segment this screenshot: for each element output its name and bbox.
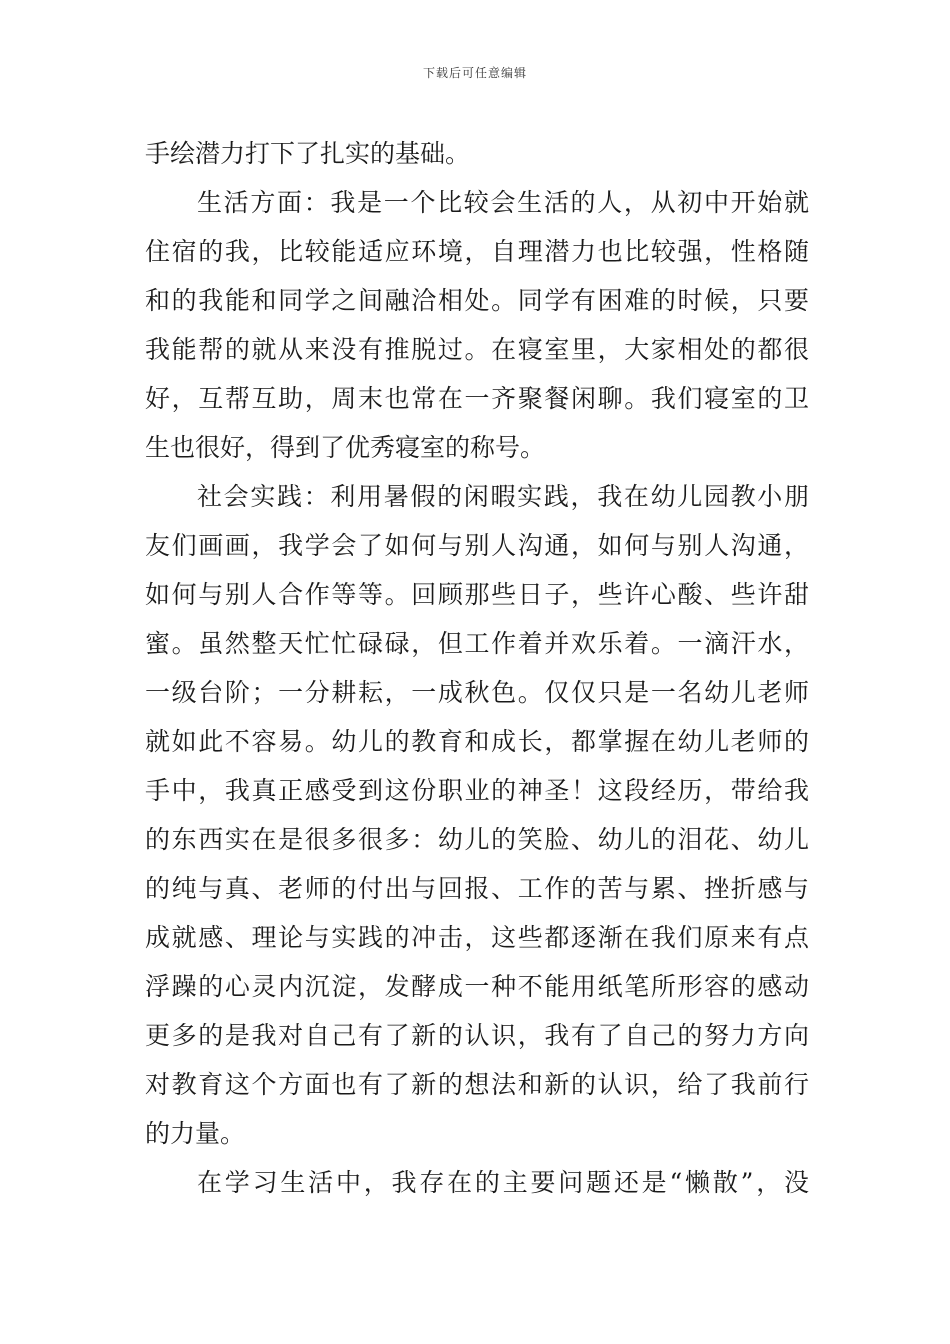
text-line: 如何与别人合作等等。回顾那些日子，些许心酸、些许甜	[145, 580, 809, 609]
text-line: 蜜。虽然整天忙忙碌碌，但工作着并欢乐着。一滴汗水，	[145, 629, 809, 658]
text-line: 对教育这个方面也有了新的想法和新的认识，给了我前行	[145, 1070, 809, 1099]
text-line: 生也很好，得到了优秀寝室的称号。	[145, 433, 546, 462]
text-line: 友们画画，我学会了如何与别人沟通，如何与别人沟通，	[145, 531, 809, 560]
document-body	[145, 129, 809, 1207]
text-line: 的纯与真、老师的付出与回报、工作的苦与累、挫折感与	[145, 874, 809, 903]
text-line: 和的我能和同学之间融洽相处。同学有困难的时候，只要	[145, 286, 809, 315]
text-line: 手中，我真正感受到这份职业的神圣！这段经历，带给我	[145, 776, 809, 805]
text-line: 生活方面：我是一个比较会生活的人，从初中开始就	[197, 188, 809, 217]
text-line: 社会实践：利用暑假的闲暇实践，我在幼儿园教小朋	[197, 482, 809, 511]
text-line: 成就感、理论与实践的冲击，这些都逐渐在我们原来有点	[145, 923, 809, 952]
text-line: 的东西实在是很多很多：幼儿的笑脸、幼儿的泪花、幼儿	[145, 825, 809, 854]
text-line: 手绘潜力打下了扎实的基础。	[145, 139, 471, 168]
text-line: 的力量。	[145, 1119, 246, 1148]
text-line: 我能帮的就从来没有推脱过。在寝室里，大家相处的都很	[145, 335, 809, 364]
text-line: 住宿的我，比较能适应环境，自理潜力也比较强，性格随	[145, 237, 809, 266]
text-line: 更多的是我对自己有了新的认识，我有了自己的努力方向	[145, 1021, 809, 1050]
text-line: 就如此不容易。幼儿的教育和成长，都掌握在幼儿老师的	[145, 727, 809, 756]
text-line: 在学习生活中，我存在的主要问题还是“懒散”，没	[197, 1168, 809, 1197]
text-line: 好，互帮互助，周末也常在一齐聚餐闲聊。我们寝室的卫	[145, 384, 809, 413]
page-header: 下载后可任意编辑	[422, 66, 527, 80]
text-line: 一级台阶；一分耕耘，一成秋色。仅仅只是一名幼儿老师	[145, 678, 809, 707]
text-line: 浮躁的心灵内沉淀，发酵成一种不能用纸笔所形容的感动	[145, 972, 809, 1001]
